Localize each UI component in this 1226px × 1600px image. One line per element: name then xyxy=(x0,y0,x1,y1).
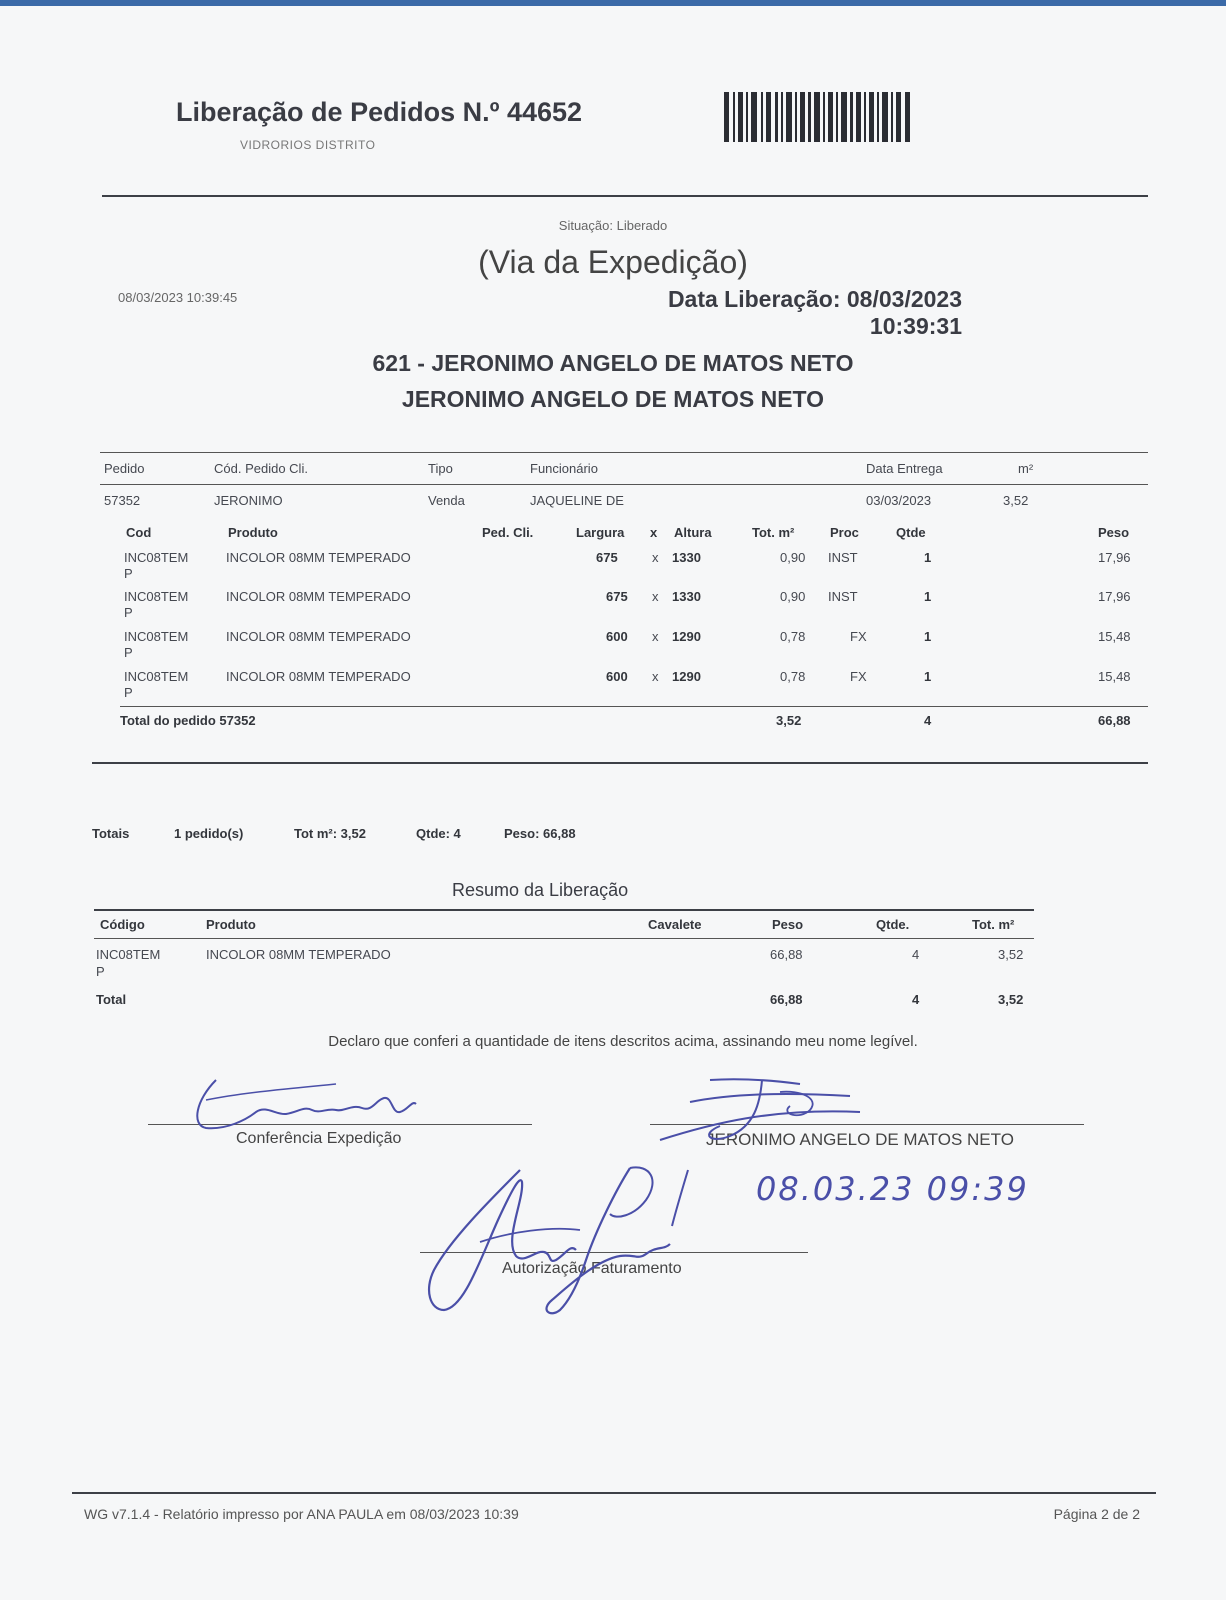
table-row-produto: INCOLOR 08MM TEMPERADO xyxy=(226,669,411,684)
table-row-tot-m2: 0,90 xyxy=(780,550,806,565)
order-total-peso: 66,88 xyxy=(1098,713,1131,728)
summary-row-qtde: 4 xyxy=(912,947,920,962)
table-row-largura: 600 xyxy=(606,629,628,644)
table-row-peso: 15,48 xyxy=(1098,669,1131,684)
handwritten-date: 08.03.23 09:39 xyxy=(756,1170,1029,1208)
billing-label: Autorização Faturamento xyxy=(502,1260,682,1277)
col-data-entrega: Data Entrega xyxy=(866,461,943,476)
items-total-line xyxy=(120,706,1148,707)
declaration-text: Declaro que conferi a quantidade de itens descritos acima, assinando meu nome legível. xyxy=(328,1033,918,1050)
totals-m2: Tot m²: 3,52 xyxy=(294,826,366,841)
footer-print-info: WG v7.1.4 - Relatório impresso por ANA PAULA em 08/03/2023 10:39 xyxy=(84,1506,519,1522)
table-row-cod: INC08TEM xyxy=(124,669,189,684)
summary-top-line xyxy=(94,909,1034,911)
table-row-proc: FX xyxy=(850,669,867,684)
summary-col-cavalete: Cavalete xyxy=(648,917,702,932)
table-row-x: x xyxy=(652,589,659,604)
order-total-label: Total do pedido 57352 xyxy=(120,713,256,728)
table-row-qtde: 1 xyxy=(924,550,932,565)
table-row-largura: 600 xyxy=(606,669,628,684)
order-client-code: JERONIMO xyxy=(214,493,283,508)
summary-total-qtde: 4 xyxy=(912,992,920,1007)
totals-peso: Peso: 66,88 xyxy=(504,826,576,841)
table-row-peso: 15,48 xyxy=(1098,629,1131,644)
status-text: Situação: Liberado xyxy=(558,218,668,233)
barcode-icon xyxy=(724,92,910,142)
company-name: VIDRORIOS DISTRITO xyxy=(240,138,376,152)
col-cod-pedido-cli: Cód. Pedido Cli. xyxy=(214,461,308,476)
summary-row-codigo-suffix: P xyxy=(96,964,105,979)
table-row-cod: INC08TEM xyxy=(124,550,189,565)
release-datetime xyxy=(600,286,962,340)
table-row-proc: FX xyxy=(850,629,867,644)
summary-row-produto: INCOLOR 08MM TEMPERADO xyxy=(206,947,391,962)
totals-label: Totais xyxy=(92,826,130,841)
table-row-produto: INCOLOR 08MM TEMPERADO xyxy=(226,589,411,604)
summary-row-tot-m2: 3,52 xyxy=(998,947,1024,962)
table-row-cod: INC08TEM xyxy=(124,629,189,644)
table-row-peso: 17,96 xyxy=(1098,550,1131,565)
copy-label: (Via da Expedição) xyxy=(478,244,748,280)
table-row-produto: INCOLOR 08MM TEMPERADO xyxy=(226,629,411,644)
order-employee: JAQUELINE DE xyxy=(530,493,624,508)
table-row-x: x xyxy=(652,669,659,684)
col-m2: m² xyxy=(1018,461,1034,476)
summary-col-produto: Produto xyxy=(206,917,256,932)
col-tot-m2: Tot. m² xyxy=(752,525,795,540)
summary-header-line xyxy=(94,938,1034,939)
header-divider xyxy=(102,195,1148,197)
release-date: Data Liberação: 08/03/2023 xyxy=(667,286,962,312)
table-row-altura: 1330 xyxy=(672,589,701,604)
items-bottom-divider xyxy=(92,762,1148,764)
page-number: Página 2 de 2 xyxy=(1053,1506,1140,1522)
table-row-cod-suffix: P xyxy=(124,605,133,620)
col-produto: Produto xyxy=(228,525,278,540)
summary-col-peso: Peso xyxy=(772,917,804,932)
table-row-tot-m2: 0,78 xyxy=(780,629,806,644)
table-row-cod: INC08TEM xyxy=(124,589,189,604)
col-altura: Altura xyxy=(674,525,712,540)
table-row-tot-m2: 0,90 xyxy=(780,589,806,604)
summary-col-codigo: Código xyxy=(100,917,145,932)
order-total-m2: 3,52 xyxy=(776,713,802,728)
table-row-largura: 675 xyxy=(596,550,618,565)
summary-total-tot-m2: 3,52 xyxy=(998,992,1024,1007)
order-number: 57352 xyxy=(104,493,141,508)
table-row-cod-suffix: P xyxy=(124,566,133,581)
table-row-qtde: 1 xyxy=(924,669,932,684)
order-m2: 3,52 xyxy=(1003,493,1029,508)
table-row-qtde: 1 xyxy=(924,629,932,644)
order-type: Venda xyxy=(428,493,465,508)
order-header-top-line xyxy=(100,452,1148,453)
col-peso: Peso xyxy=(1098,525,1130,540)
table-row-altura: 1290 xyxy=(672,669,701,684)
client-code-name: 621 - JERONIMO ANGELO DE MATOS NETO xyxy=(372,350,854,376)
col-funcionario: Funcionário xyxy=(530,461,598,476)
release-time: 10:39:31 xyxy=(869,313,962,339)
table-row-proc: INST xyxy=(828,589,858,604)
client-name: JERONIMO ANGELO DE MATOS NETO xyxy=(401,386,825,412)
col-pedido: Pedido xyxy=(104,461,145,476)
table-row-tot-m2: 0,78 xyxy=(780,669,806,684)
col-largura: Largura xyxy=(576,525,625,540)
summary-total-label: Total xyxy=(96,992,127,1007)
table-row-x: x xyxy=(652,629,659,644)
table-row-cod-suffix: P xyxy=(124,685,133,700)
table-row-proc: INST xyxy=(828,550,858,565)
table-row-produto: INCOLOR 08MM TEMPERADO xyxy=(226,550,411,565)
order-header-mid-line xyxy=(100,484,1148,485)
handwritten-signature-client xyxy=(650,1074,900,1146)
col-ped-cli: Ped. Cli. xyxy=(482,525,534,540)
col-proc: Proc xyxy=(830,525,859,540)
table-row-x: x xyxy=(652,550,659,565)
col-x: x xyxy=(650,525,658,540)
table-row-largura: 675 xyxy=(606,589,628,604)
table-row-altura: 1330 xyxy=(672,550,701,565)
table-row-cod-suffix: P xyxy=(124,645,133,660)
handwritten-signature-billing xyxy=(420,1160,710,1320)
table-row-altura: 1290 xyxy=(672,629,701,644)
col-tipo: Tipo xyxy=(428,461,453,476)
document-title: Liberação de Pedidos N.º 44652 xyxy=(176,97,583,127)
summary-col-qtde: Qtde. xyxy=(876,917,910,932)
summary-title: Resumo da Liberação xyxy=(452,880,629,900)
totals-pedidos: 1 pedido(s) xyxy=(174,826,244,841)
summary-row-codigo: INC08TEM xyxy=(96,947,161,962)
client-signature-label: JERONIMO ANGELO DE MATOS NETO xyxy=(706,1130,1014,1149)
totals-qtde: Qtde: 4 xyxy=(416,826,461,841)
col-cod: Cod xyxy=(126,525,152,540)
table-row-peso: 17,96 xyxy=(1098,589,1131,604)
table-row-qtde: 1 xyxy=(924,589,932,604)
col-qtde: Qtde xyxy=(896,525,926,540)
order-total-qtde: 4 xyxy=(924,713,932,728)
summary-total-peso: 66,88 xyxy=(770,992,803,1007)
summary-col-tot-m2: Tot. m² xyxy=(972,917,1015,932)
footer-divider xyxy=(72,1492,1156,1494)
print-datetime: 08/03/2023 10:39:45 xyxy=(118,290,238,305)
summary-row-peso: 66,88 xyxy=(770,947,803,962)
order-delivery-date: 03/03/2023 xyxy=(866,493,932,508)
handwritten-signature-conference xyxy=(186,1070,426,1140)
conference-label: Conferência Expedição xyxy=(236,1130,402,1147)
